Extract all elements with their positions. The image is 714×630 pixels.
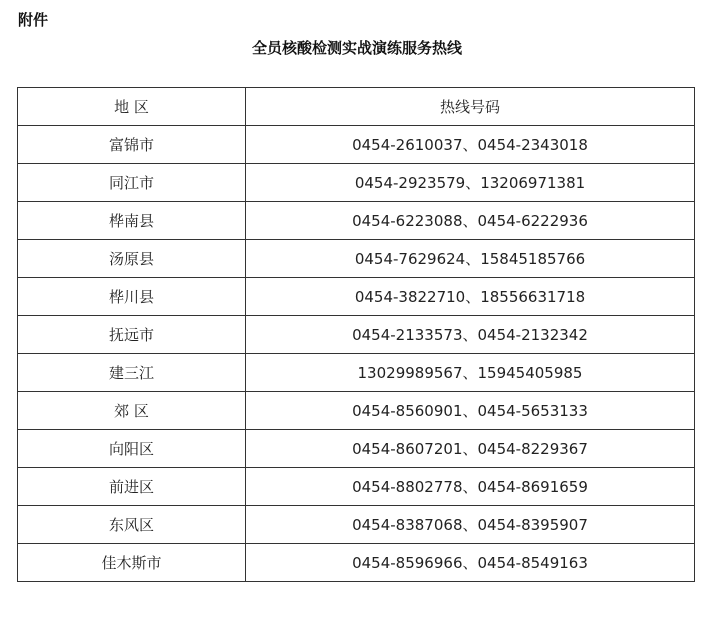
- area-cell: 抚远市: [18, 316, 246, 354]
- column-header-phones: 热线号码: [246, 88, 695, 126]
- phone-cell: 0454-7629624、15845185766: [246, 240, 695, 278]
- phone-cell: 0454-8387068、0454-8395907: [246, 506, 695, 544]
- table-row: [18, 240, 695, 278]
- phone-cell: 0454-8596966、0454-8549163: [246, 544, 695, 582]
- area-cell: 前进区: [18, 468, 246, 506]
- table-row: [18, 202, 695, 240]
- table-row: [18, 164, 695, 202]
- table-header-row: [18, 88, 695, 126]
- area-cell: 汤原县: [18, 240, 246, 278]
- phone-cell: 13029989567、15945405985: [246, 354, 695, 392]
- table-row: [18, 278, 695, 316]
- area-cell: 佳木斯市: [18, 544, 246, 582]
- phone-cell: 0454-8607201、0454-8229367: [246, 430, 695, 468]
- table-row: [18, 506, 695, 544]
- table-row: [18, 354, 695, 392]
- area-cell: 郊 区: [18, 392, 246, 430]
- area-cell: 建三江: [18, 354, 246, 392]
- area-cell: 东风区: [18, 506, 246, 544]
- phone-cell: 0454-2610037、0454-2343018: [246, 126, 695, 164]
- table-row: [18, 468, 695, 506]
- phone-cell: 0454-8560901、0454-5653133: [246, 392, 695, 430]
- phone-cell: 0454-6223088、0454-6222936: [246, 202, 695, 240]
- area-cell: 富锦市: [18, 126, 246, 164]
- phone-cell: 0454-2133573、0454-2132342: [246, 316, 695, 354]
- phone-cell: 0454-2923579、13206971381: [246, 164, 695, 202]
- area-cell: 桦川县: [18, 278, 246, 316]
- phone-cell: 0454-3822710、18556631718: [246, 278, 695, 316]
- column-header-area: 地 区: [18, 88, 246, 126]
- table-row: [18, 430, 695, 468]
- hotline-table: [17, 87, 695, 582]
- table-row: [18, 392, 695, 430]
- area-cell: 桦南县: [18, 202, 246, 240]
- table-row: [18, 316, 695, 354]
- area-cell: 向阳区: [18, 430, 246, 468]
- area-cell: 同江市: [18, 164, 246, 202]
- phone-cell: 0454-8802778、0454-8691659: [246, 468, 695, 506]
- table-row: [18, 126, 695, 164]
- page-title: 全员核酸检测实战演练服务热线: [251, 39, 462, 57]
- attachment-label: 附件: [18, 11, 49, 29]
- table-row: [18, 544, 695, 582]
